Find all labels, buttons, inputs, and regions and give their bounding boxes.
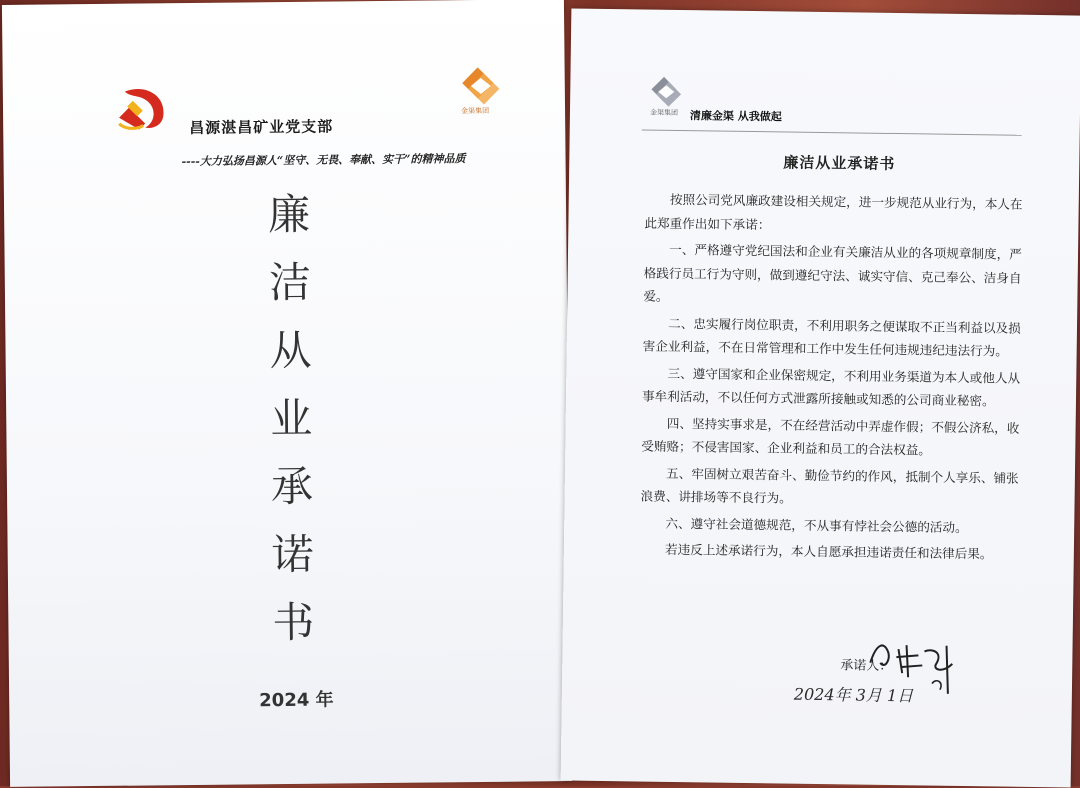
letter-paragraph: 若违反上述承诺行为，本人自愿承担违诺责任和法律后果。 xyxy=(664,541,993,562)
cover-year: 2024 年 xyxy=(259,689,334,712)
cover-title-char: 廉 xyxy=(267,189,311,240)
cover-title-char: 书 xyxy=(272,597,315,648)
company-logo-icon xyxy=(650,76,682,108)
company-logo-icon xyxy=(461,66,501,106)
letter-paragraph: 六、遵守社会道德规范，不从事有悖社会公德的活动。 xyxy=(665,515,968,535)
letter-paragraph: 五、牢固树立艰苦奋斗、勤俭节约的作风，抵制个人享乐、铺张浪费、讲排场等不良行为。 xyxy=(640,465,1019,506)
header-slogan: 清廉金渠 从我做起 xyxy=(689,109,782,124)
pledge-letter-page xyxy=(561,8,1080,787)
cover-title-char: 从 xyxy=(269,325,312,376)
letter-paragraph: 三、遵守国家和企业保密规定，不利用业务渠道为本人或他人从事牟利活动，不以任何方式泄露所接触或知悉的公司商业秘密。 xyxy=(641,365,1021,409)
letter-paragraph: 二、忠实履行岗位职责，不利用职务之便谋取不正当利益以及损害企业利益，不在日常管理和工作中发生任何违规违纪违法行为。 xyxy=(642,315,1021,359)
letter-paragraph: 按照公司党风廉政建设相关规定，进一步规范从业行为，本人在此郑重作出如下承诺： xyxy=(644,191,1023,232)
letter-title: 廉洁从业承诺书 xyxy=(783,153,896,174)
header-divider xyxy=(642,129,1022,135)
signed-date: 2024年 3月 1日 xyxy=(793,684,914,706)
cover-title-char: 诺 xyxy=(271,529,314,580)
cover-slogan: ----大力弘扬昌源人“坚守、无畏、奉献、实干”的精神品质 xyxy=(181,152,466,169)
cover-page xyxy=(2,0,572,787)
cover-title-char: 业 xyxy=(269,393,313,444)
letter-paragraph: 一、严格遵守党纪国法和企业有关廉洁从业的各项规章制度，严格践行员工行为守则，做到遵纪守法、诚实守信、克己奉公、洁身自爱。 xyxy=(643,241,1022,304)
cover-title-char: 承 xyxy=(270,461,314,512)
cover-title-char: 洁 xyxy=(268,257,312,308)
company-logo-label: 金渠集团 xyxy=(461,106,490,116)
cover-title xyxy=(244,181,339,658)
party-emblem-icon xyxy=(115,83,169,132)
company-logo-label: 金渠集团 xyxy=(649,108,679,117)
letter-body xyxy=(640,188,1029,570)
signer-label: 承诺人： xyxy=(840,658,893,675)
organization-name: 昌源湛昌矿业党支部 xyxy=(189,117,334,138)
letter-paragraph: 四、坚持实事求是，不在经营活动中弄虚作假；不假公济私，收受贿赂；不侵害国家、企业利益和员工的合法权益。 xyxy=(641,415,1020,458)
